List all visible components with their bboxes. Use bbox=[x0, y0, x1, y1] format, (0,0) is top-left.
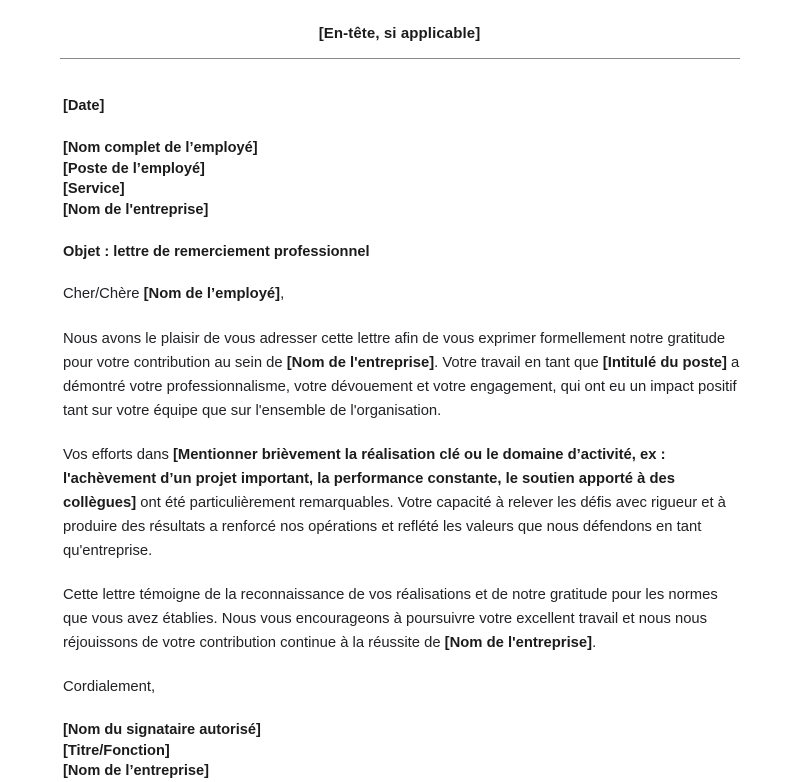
spacer bbox=[63, 563, 740, 583]
recipient-name-placeholder: [Nom complet de l’employé] bbox=[63, 140, 258, 156]
paragraph-1-text-1: Nous avons le plaisir de vous adresser cette lettre afin de vous exprimer formellement notre gratitude pour votre contribution au sein de bbox=[63, 331, 726, 371]
signatory-company-placeholder: [Nom de l’entreprise] bbox=[63, 763, 209, 779]
spacer bbox=[63, 423, 740, 443]
paragraph-1-text-2: . Votre travail en tant que bbox=[434, 355, 603, 371]
letterhead bbox=[0, 0, 799, 59]
spacer bbox=[63, 305, 740, 327]
spacer bbox=[63, 116, 740, 138]
salutation-suffix: , bbox=[280, 286, 285, 302]
recipient-company-placeholder: [Nom de l'entreprise] bbox=[63, 201, 209, 218]
salutation-line bbox=[63, 284, 740, 305]
paragraph-1-jobtitle-placeholder: [Intitulé du poste] bbox=[602, 355, 727, 371]
signatory-name-placeholder: [Nom du signataire autorisé] bbox=[63, 722, 261, 738]
paragraph-1-text-3: a démontré votre professionnalisme, votre dévouement et votre engagement, qui ont eu un impact positif tant sur votre équipe que sur l'ensemble de l'organisation. bbox=[63, 355, 740, 419]
closing-salutation: Cordialement, bbox=[63, 679, 156, 695]
spacer bbox=[63, 220, 740, 242]
salutation-prefix: Cher/Chère bbox=[63, 286, 144, 302]
spacer bbox=[63, 59, 740, 96]
salutation-name-placeholder: [Nom de l’employé] bbox=[143, 286, 281, 302]
recipient-department-placeholder: [Service] bbox=[63, 181, 125, 197]
spacer bbox=[63, 262, 740, 284]
paragraph-achievements bbox=[63, 443, 740, 563]
paragraph-2-text-2: ont été particulièrement remarquables. Votre capacité à relever les défis avec rigueur et à produire des résultats a renforcé nos opérations et reflété les valeurs que nous défendons en tant qu'entreprise. bbox=[63, 495, 726, 559]
paragraph-gratitude bbox=[63, 327, 740, 423]
spacer bbox=[63, 698, 740, 720]
paragraph-1-company-placeholder: [Nom de l'entreprise] bbox=[286, 355, 435, 371]
paragraph-2-text-1: Vos efforts dans bbox=[63, 447, 173, 463]
signature-block bbox=[63, 720, 740, 782]
paragraph-2-achievement-placeholder: [Mentionner brièvement la réalisation clé ou le domaine d’activité, ex : l'achèvement d’un projet important, la performance constante, le soutien apporté à des collègues] bbox=[63, 447, 675, 511]
letter-body bbox=[0, 59, 799, 782]
letterhead-title: [En-tête, si applicable] bbox=[318, 25, 481, 42]
date-placeholder: [Date] bbox=[63, 98, 105, 114]
paragraph-3-company-placeholder: [Nom de l'entreprise] bbox=[444, 635, 593, 651]
recipient-position-placeholder: [Poste de l’employé] bbox=[63, 160, 205, 177]
paragraph-3-text-2: . bbox=[592, 635, 597, 651]
paragraph-3-text-1: Cette lettre témoigne de la reconnaissance de vos réalisations et de notre gratitude pour les normes que vous avez établies. Nous vous encourageons à poursuivre votre excellent travail et nous nous réjouissons de votre contribution continue à la réussite de bbox=[63, 587, 718, 651]
recipient-block bbox=[63, 138, 740, 220]
signatory-title-placeholder: [Titre/Fonction] bbox=[63, 742, 170, 759]
spacer bbox=[63, 655, 740, 677]
paragraph-recognition bbox=[63, 583, 740, 655]
subject-line: Objet : lettre de remerciement professionnel bbox=[63, 244, 370, 260]
